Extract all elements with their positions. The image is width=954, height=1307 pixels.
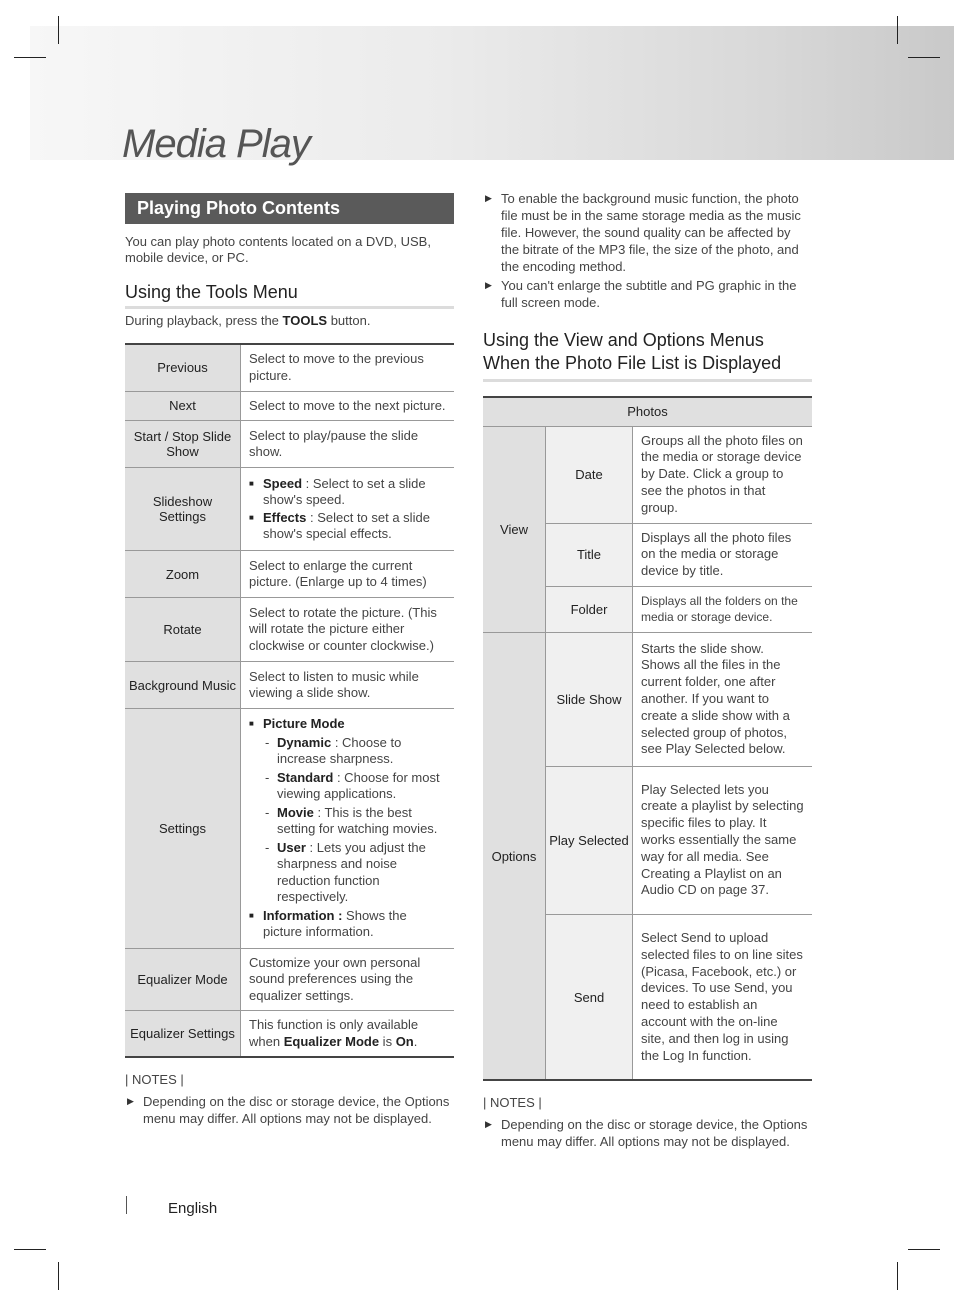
triangle-bullet-icon: ▶: [485, 193, 492, 203]
tools-table: [125, 343, 454, 1058]
note-item: ▶ You can't enlarge the subtitle and PG graphic in the full screen mode.: [485, 278, 797, 310]
row-desc: Displays all the folders on the media or storage device.: [633, 586, 813, 632]
triangle-bullet-icon: ▶: [485, 280, 492, 290]
list-item: - Dynamic : Choose to increase sharpness.: [263, 735, 446, 768]
table-row: [483, 632, 812, 766]
row-label: Slideshow Settings: [125, 468, 241, 551]
list-item: ■ Speed : Select to set a slide show's speed.: [249, 476, 446, 509]
row-desc: This function is only available when Equalizer Mode is On.: [241, 1011, 455, 1058]
table-row: [125, 421, 454, 468]
row-desc: [241, 468, 455, 551]
row-desc: Select Send to upload selected files to on line sites (Picasa, Facebook, etc.) or devices. To use Send, you need to establish an account with the on-line site, and then log in using the Log In function.: [633, 914, 813, 1080]
row-label: Date: [546, 426, 633, 523]
note-item: ▶ To enable the background music function, the photo file must be in the same storage media as the music file. However, the sound quality can be affected by the bitrate of the MP3 file, the size of the photo, and the encoding method.: [485, 191, 801, 274]
row-label: Send: [546, 914, 633, 1080]
crop-mark: [14, 1249, 46, 1250]
table-row: [125, 391, 454, 421]
row-label: Title: [546, 523, 633, 586]
table-row: [125, 1011, 454, 1058]
row-label: Background Music: [125, 662, 241, 709]
row-label: Slide Show: [546, 632, 633, 766]
row-label: Equalizer Mode: [125, 948, 241, 1011]
left-column: [125, 193, 454, 1127]
row-desc: Select to enlarge the current picture. (Enlarge up to 4 times): [241, 551, 455, 598]
row-label: Zoom: [125, 551, 241, 598]
table-row: [483, 397, 812, 426]
crop-mark: [908, 57, 940, 58]
triangle-bullet-icon: ▶: [127, 1096, 134, 1106]
footer-divider: [126, 1196, 127, 1214]
row-label: Settings: [125, 709, 241, 949]
table-row: [125, 551, 454, 598]
table-row: [125, 468, 454, 551]
table-header: Photos: [483, 397, 812, 426]
crop-mark: [14, 57, 46, 58]
footer-language: English: [168, 1200, 218, 1217]
row-label: Rotate: [125, 598, 241, 662]
row-label: Equalizer Settings: [125, 1011, 241, 1058]
view-options-heading: Using the View and Options Menus When the Photo File List is Displayed: [483, 329, 812, 382]
intro-text: You can play photo contents located on a DVD, USB, mobile device, or PC.: [125, 234, 431, 265]
row-desc: [241, 709, 455, 949]
notes-title: | NOTES |: [483, 1095, 542, 1111]
row-label: Play Selected: [546, 766, 633, 914]
list-item: - Movie : This is the best setting for watching movies.: [263, 805, 446, 838]
row-desc: Groups all the photo files on the media or storage device by Date. Click a group to see the photos in that group.: [633, 426, 813, 523]
table-row: [483, 426, 812, 523]
right-column: [483, 190, 812, 1150]
crop-mark: [58, 16, 59, 44]
row-desc: Play Selected lets you create a playlist by selecting specific files to play. It works essentially the same way for all media. See Creating a Playlist on an Audio CD on page 37.: [633, 766, 813, 914]
row-desc: Select to rotate the picture. (This will rotate the picture either clockwise or counter clockwise.): [241, 598, 455, 662]
triangle-bullet-icon: ▶: [485, 1119, 492, 1130]
tools-heading: Using the Tools Menu: [125, 282, 454, 309]
page-title: Media Play: [122, 122, 310, 166]
note-item: ▶ Depending on the disc or storage device, the Options menu may differ. All options may not be displayed.: [127, 1094, 450, 1126]
crop-mark: [897, 16, 898, 44]
row-label: Start / Stop Slide Show: [125, 421, 241, 468]
row-desc: Select to move to the next picture.: [241, 391, 455, 421]
row-desc: Select to play/pause the slide show.: [241, 421, 455, 468]
photos-table: [483, 396, 812, 1081]
crop-mark: [897, 1262, 898, 1290]
table-row: [125, 662, 454, 709]
row-label: Previous: [125, 344, 241, 391]
row-desc: Select to move to the previous picture.: [241, 344, 455, 391]
list-item: - User : Lets you adjust the sharpness and noise reduction function respectively.: [263, 840, 446, 906]
table-row: [125, 709, 454, 949]
list-item: - Standard : Choose for most viewing applications.: [263, 770, 446, 803]
list-item: ■ Picture Mode - Dynamic : Choose to increase sharpness. - Standard : Choose for most viewing applications. - Movie : This is the best setting for watching movies. - User : Lets you adjust the sharpness and noise reduction function respectively.: [249, 716, 446, 906]
group-label: Options: [483, 632, 546, 1080]
row-label: Next: [125, 391, 241, 421]
list-item: ■ Information : Shows the picture information.: [249, 908, 446, 941]
row-desc: Starts the slide show. Shows all the files in the current folder, one after another. If you want to create a slide show with a selected group of photos, see Play Selected below.: [633, 632, 813, 766]
row-desc: Displays all the photo files on the media or storage device by title.: [633, 523, 813, 586]
section-title: Playing Photo Contents: [125, 193, 454, 224]
list-item: ■ Effects : Select to set a slide show's special effects.: [249, 510, 446, 543]
row-desc: Customize your own personal sound preferences using the equalizer settings.: [241, 948, 455, 1011]
table-row: [125, 948, 454, 1011]
tools-instruction: During playback, press the TOOLS button.: [125, 313, 371, 328]
table-row: [125, 598, 454, 662]
crop-mark: [908, 1249, 940, 1250]
row-label: Folder: [546, 586, 633, 632]
row-desc: Select to listen to music while viewing a slide show.: [241, 662, 455, 709]
note-item: ▶ Depending on the disc or storage device, the Options menu may differ. All options may not be displayed.: [485, 1117, 808, 1150]
table-row: [125, 344, 454, 391]
group-label: View: [483, 426, 546, 632]
crop-mark: [58, 1262, 59, 1290]
notes-title: | NOTES |: [125, 1072, 184, 1087]
